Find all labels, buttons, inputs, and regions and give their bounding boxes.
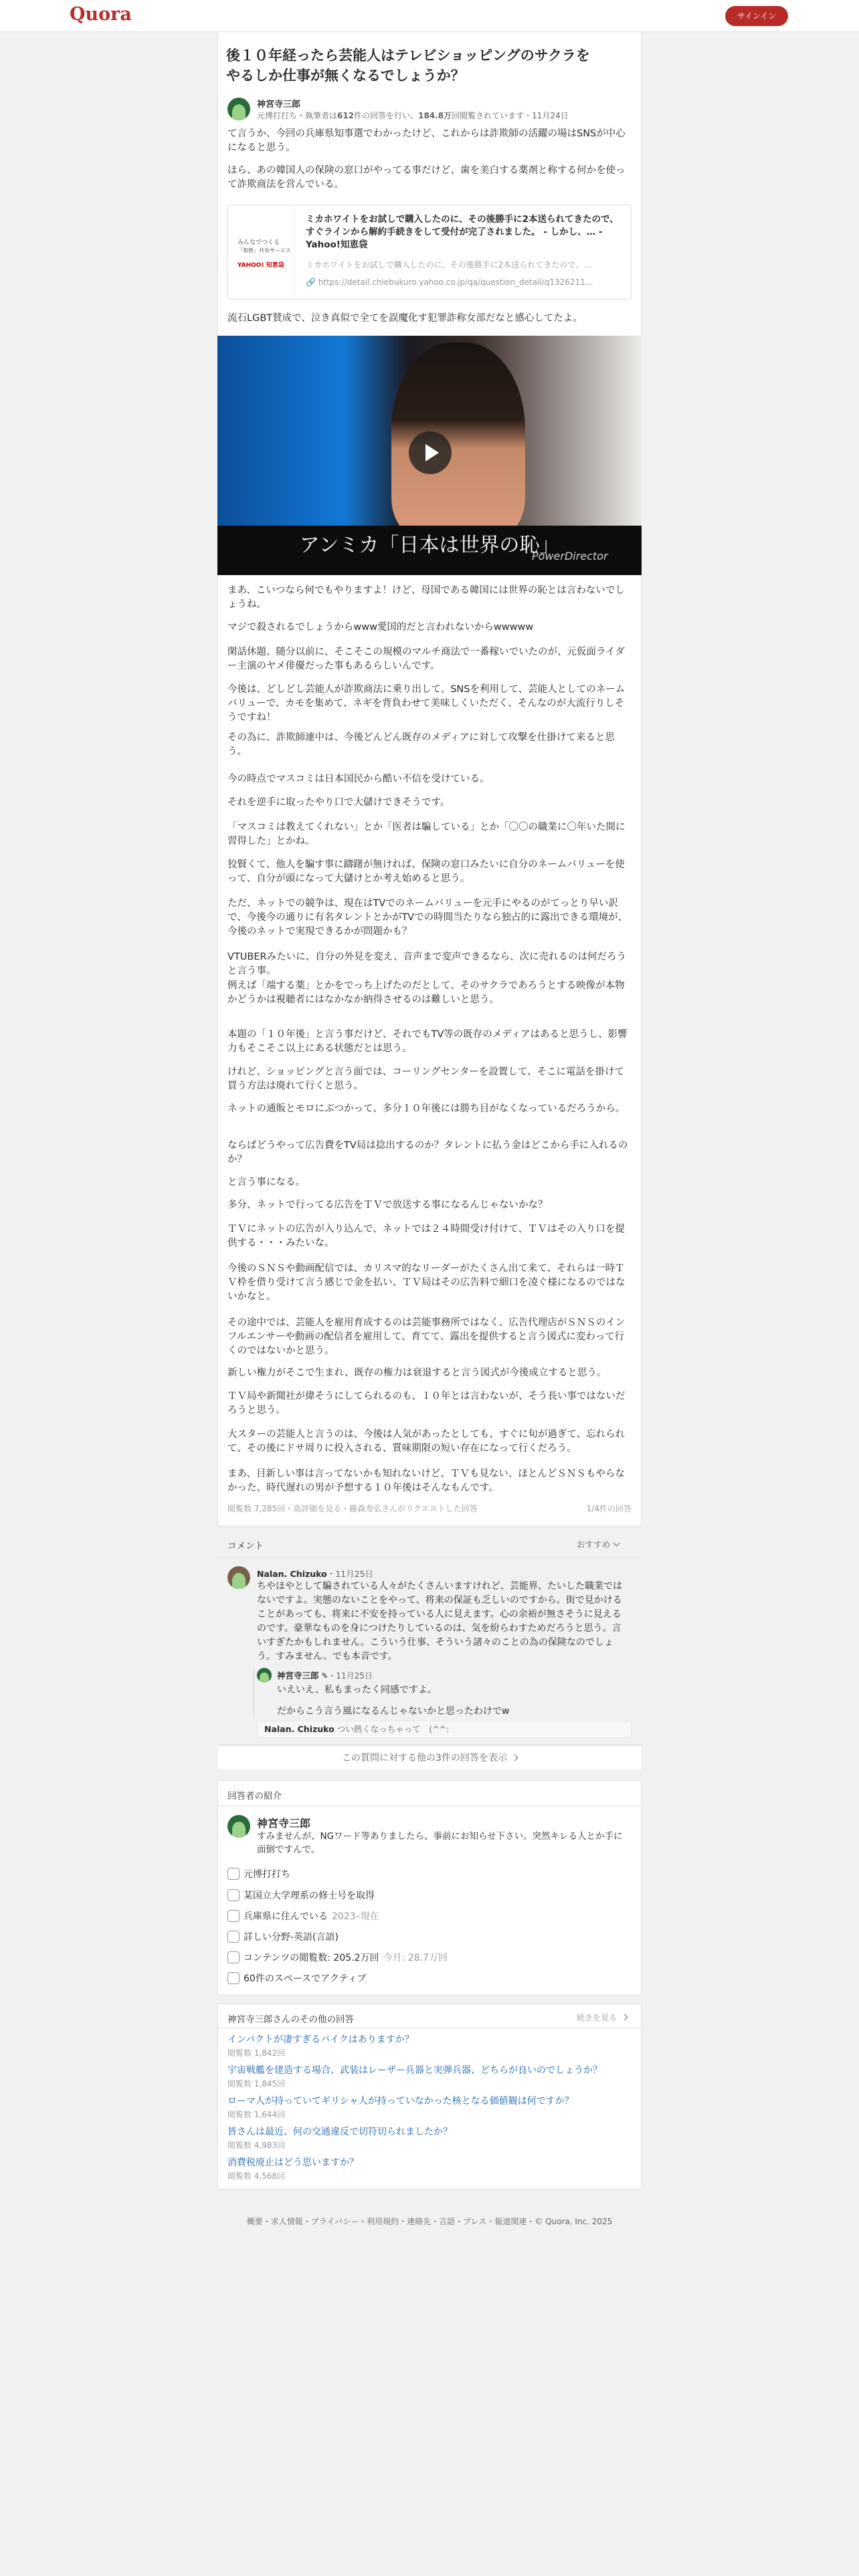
profile-label: 回答者の紹介 — [227, 1791, 282, 1802]
answer-paragraph: と言う事になる。 — [227, 1177, 305, 1188]
profile-row — [227, 1909, 379, 1924]
answer-paragraph: ただ、ネットでの競争は、現在はTVでのネームバリューを元手にやるのがてっとり早い訳で、今後今の通りに有名タレントとかがTVでの時間当たりなら独占的に露出できる環境が、今後のネットで実現できるかが問題かも？ — [227, 898, 628, 937]
other-question-views: 閲覧数 1,842回 — [227, 2048, 286, 2058]
answer-position: 1/4件の回答 — [586, 1504, 632, 1513]
link-title[interactable]: ミカホワイトをお試しで購入したのに、その後勝手に2本送られてきたので、すぐラインから解約手続きをして受付が完了されました。 - しかし、… - Yahoo!知恵袋 — [306, 214, 619, 250]
chevron-down-icon — [613, 1540, 620, 1547]
thumb-text: 「知恵」共有サービス — [237, 247, 291, 253]
answer-paragraph: ＴＶ局や新聞社が偉そうにしてられるのも、１０年とは言わないが、そう長い事ではないだろうと思う。 — [227, 1391, 626, 1416]
video-person — [391, 342, 525, 536]
reply-author[interactable]: 神宮寺三郎 — [277, 1671, 319, 1681]
answer-paragraph: 狡賢くて、他人を騙す事に躊躇が無ければ、保険の窓口みたいに自分のネームバリューを使って、自分が頭になって大儲けとか考え始めると思う。 — [227, 859, 625, 884]
comment-sort-dropdown[interactable]: おすすめ — [577, 1538, 619, 1550]
profile-row-sub: 2023–現在 — [332, 1911, 379, 1922]
profile-row — [227, 1951, 448, 1965]
reply-preview: つい熱くなっちゃって (^^: — [337, 1724, 450, 1734]
divider — [218, 1557, 641, 1558]
answer-paragraph: ならばどうやって広告費をTV局は捻出するのか？タレントに払う金はどこから手に入れるのか？ — [227, 1140, 628, 1165]
profile-row — [227, 1867, 290, 1882]
profile-row — [227, 1930, 339, 1945]
chevron-right-icon — [622, 2014, 628, 2021]
answer-paragraph: 今後のＳＮＳや動画配信では、カリスマ的なリーダーがたくさん出て来て、それらは一時ＴＶ枠を借り受けて言う感じで金を払い、ＴＶ局はその広告料で細口を凌ぐ様になるのではないかなと。 — [227, 1263, 626, 1302]
yahoo-chiebukuro-logo: YAHOO! 知恵袋 — [237, 262, 284, 269]
reply-text: だからこう言う風になるんじゃないかと思ったわけでw — [277, 1706, 510, 1717]
spaces-icon — [227, 1972, 240, 1984]
author-name[interactable]: 神宮寺三郎 — [257, 100, 301, 110]
answer-paragraph: マジで殺されるでしょうからwww愛国的だと言われないからwwwww — [227, 622, 534, 633]
site-footer[interactable]: 概要・求人情報・プライバシー・利用規約・連絡先・言語・プレス・報道関連・© Quora, Inc. 2025 — [246, 2217, 613, 2226]
more-answers-button[interactable]: この質問に対する他の3件の回答を表示 — [218, 1747, 641, 1769]
thread-line — [253, 1669, 254, 1717]
eye-icon — [227, 1951, 240, 1963]
other-question-views: 閲覧数 4,568回 — [227, 2171, 286, 2181]
reply-date: ・11月25日 — [328, 1671, 373, 1681]
video-embed[interactable] — [217, 336, 642, 575]
briefcase-icon — [227, 1868, 240, 1880]
profile-row-text: 60件のスペースでアクティブ — [244, 1973, 367, 1984]
link-snippet: ミカホワイトをお試しで購入したのに、その後勝手に2本送られてきたので、… — [306, 260, 592, 270]
top-nav — [0, 0, 859, 32]
divider — [218, 1525, 641, 1526]
answer-paragraph: その途中では、芸能人を雇用育成するのは芸能事務所ではなく、広告代理店がＳＮＳのインフルエンサーや動画の配信者を雇用して、育てて、露出を提供すると言う図式に変わって行くのではないかと思う。 — [227, 1317, 626, 1356]
profile-row-text: 某国立大学理系の修士号を取得 — [244, 1891, 375, 1901]
answer-paragraph: 本題の「１０年後」と言う事だけど、それでもTV等の既存のメディアはあると思うし、影響力もそこそこ以上にある状態だとは思う。 — [227, 1029, 628, 1054]
location-icon — [227, 1910, 240, 1922]
reply-header — [277, 1669, 373, 1681]
question-title[interactable]: 後１０年経ったら芸能人はテレビショッピングのサクラをやるしか仕事が無くなるでしょうか？ — [226, 47, 590, 84]
answer-paragraph: 「マスコミは教えてくれない」とか「医者は騙している」とか「〇〇の職業に〇年いた間に習得した」とかね。 — [227, 822, 626, 847]
link-url[interactable]: 🔗 https://detail.chiebukuro.yahoo.co.jp/qa/question_detail/q1326211... — [306, 278, 593, 287]
profile-bio: すみませんが、NGワード等ありましたら、事前にお知らせ下さい。突然キレる人とか手に面倒ですんで。 — [257, 1831, 623, 1855]
link-icon: 🔗 — [306, 278, 318, 287]
other-answers-label: 神宮寺三郎さんのその他の回答 — [227, 2014, 354, 2025]
comment-text: ちやほやとして騙されている人々がたくさんいますけれど、芸能界、たいした職業ではないですよ。実態のないことをやって、将来の保証も乏しいのですから。街で見かけることがあっても、将来に不安を持っている人に見えます。心の余裕が無さそうに見えるのです。豪華なものを身につけたりしているのは、気を紛らわすためだろうと思う。言いすぎたかもしれません。こういう仕事、そういう諸々のことの為の保険なのでしょう。すみません。でも本音です。 — [257, 1581, 622, 1662]
video-caption: アンミカ「日本は世界の恥」 — [299, 534, 560, 557]
comment-header — [257, 1568, 373, 1580]
answer-paragraph: けれど、ショッピングと言う面では、コーリングセンターを設置して、そこに電話を掛けて買う方法は廃れて行くと思う。 — [227, 1067, 625, 1091]
other-question-link[interactable]: 皆さんは最近、何の交通違反で切符切られましたか？ — [227, 2127, 452, 2137]
other-question-link[interactable]: ローマ人が持っていてギリシャ人が持っていなかった核となる価値観は何ですか？ — [227, 2096, 574, 2107]
video-watermark: PowerDirector — [532, 550, 608, 562]
quora-logo[interactable]: Quora — [70, 4, 132, 25]
profile-row-text: 兵庫県に住んでいる — [244, 1911, 328, 1922]
answer-paragraph: 今後は、どしどし芸能人が詐欺商法に乗り出して、SNSを利用して、芸能人としてのネームバリューで、カモを集めて、ネギを背負わせて美味しくいただく、そんなのが大流行りしそうですね！ — [227, 684, 626, 723]
reply-text: いえいえ、私もまったく同感ですよ。 — [277, 1685, 437, 1695]
other-question-link[interactable]: 宇宙戦艦を建造する場合、武装はレーザー兵器と実弾兵器、どちらが良いのでしょうか？ — [227, 2065, 602, 2076]
other-question-link[interactable]: インパクトが凄すぎるバイクはありますか？ — [227, 2034, 414, 2045]
language-icon — [227, 1931, 240, 1943]
answer-paragraph: まあ、目新しい事は言ってないかも知れないけど、ＴＶも見ない、ほとんどＳＮＳもやらなかった、時代遅れの男が予想する１０年後はそんなもんです。 — [227, 1469, 625, 1493]
reply-name: Nalan. Chizuko — [264, 1724, 335, 1734]
answer-paragraph: 今の時点でマスコミは日本国民から酷い不信を受けている。 — [227, 774, 490, 784]
profile-row-text: 詳しい分野-英語(言語) — [244, 1932, 339, 1943]
reply-avatar[interactable] — [257, 1668, 272, 1683]
play-icon[interactable] — [409, 431, 452, 474]
other-question-link[interactable]: 消費税廃止はどう思いますか？ — [227, 2157, 359, 2168]
signin-button[interactable]: サインイン — [725, 6, 788, 26]
chevron-right-icon — [512, 1755, 518, 1761]
profile-name[interactable]: 神宮寺三郎 — [257, 1817, 311, 1830]
other-question-views: 閲覧数 1,845回 — [227, 2079, 286, 2088]
answer-paragraph: 新しい権力がそこで生まれ、既存の権力は衰退すると言う図式が今後成立すると思う。 — [227, 1368, 607, 1378]
answer-paragraph: ＴＶにネットの広告が入り込んで、ネットでは２４時間受け付けて、ＴＶはその入り口を提供する・・・みたいな。 — [227, 1224, 625, 1249]
profile-avatar[interactable] — [227, 1815, 250, 1838]
other-question-views: 閲覧数 1,644回 — [227, 2110, 286, 2119]
author-avatar[interactable] — [227, 98, 250, 120]
edit-icon: ✎ — [318, 1671, 328, 1681]
profile-row-text: コンテンツの閲覧数: 205.2万回 — [244, 1953, 379, 1963]
answer-paragraph: て言うか、今回の兵庫県知事選でわかったけど、これからは詐欺師の活躍の場はSNSが中心になると思う。 — [227, 128, 626, 153]
answer-paragraph: 流石LGBT賛成で、泣き真似で全てを誤魔化す犯罪詐称女部だなと感心してたよ。 — [227, 313, 583, 324]
answer-paragraph: 多分、ネットで行ってる広告をＴＶで放送する事になるんじゃないかな？ — [227, 1200, 548, 1210]
see-more-link[interactable]: 続きを見る — [577, 2012, 627, 2023]
profile-row-sub: 今月: 28.7万回 — [383, 1953, 448, 1963]
author-meta: 元博打打ち・執筆者は612件の回答を行い、184.8万回閲覧されています・11月24日 — [257, 111, 569, 120]
collapsed-reply[interactable] — [257, 1721, 632, 1738]
profile-row — [227, 1971, 367, 1986]
graduation-icon — [227, 1889, 240, 1901]
profile-row-text: 元博打打ち — [244, 1869, 290, 1880]
comments-label: コメント — [227, 1541, 264, 1551]
answer-paragraph: まあ、こいつなら何でもやりますよ！けど、母国である韓国には世界の恥とは言わないでしょうね。 — [227, 585, 625, 610]
answer-stats[interactable]: 閲覧数 7,285回・高評価を見る・藤森寿弘さんがリクエストした回答 — [227, 1504, 478, 1513]
answer-paragraph: それを逆手に取ったやり口で大儲けできそうです。 — [227, 797, 450, 808]
thumb-text: みんなでつくる — [237, 239, 280, 246]
divider — [218, 1744, 641, 1745]
other-question-views: 閲覧数 4,983回 — [227, 2141, 286, 2150]
answer-paragraph: ネットの通販とモロにぶつかって、多分１０年後には勝ち目がなくなっているだろうから。 — [227, 1103, 626, 1114]
answer-paragraph: 例えば「端する薬」とかをでっち上げたのだとして、そのサクラであろうとする映像が本物かどうかは視聴者にはなかなか納得させるのは難しいと思う。 — [227, 980, 625, 1005]
link-preview-card[interactable] — [227, 205, 632, 300]
answer-paragraph: VTUBERみたいに、自分の外見を変え、音声まで変声できるなら、次に売れるのは何だろうと言う事。 — [227, 952, 626, 976]
comment-date: ・11月25日 — [326, 1569, 374, 1579]
answer-paragraph: その為に、詐欺師連中は、今後どんどん既存のメディアに対して攻撃を仕掛けて来ると思う。 — [227, 732, 615, 757]
answer-paragraph: 大スターの芸能人と言うのは、今後は人気があったとしても、すぐに旬が過ぎて、忘れられて、その後にドサ周りに投入される、質味期限の短い存在になって行くだろう。 — [227, 1429, 626, 1454]
answer-paragraph: 閑話休題、随分以前に、そこそこの規模のマルチ商法で一番稼いでいたのが、元仮面ライダー主演のヤメ俳優だった事もあるらしいんです。 — [227, 647, 626, 671]
profile-row — [227, 1889, 375, 1903]
link-thumbnail — [228, 205, 295, 299]
commenter-avatar[interactable] — [227, 1566, 250, 1589]
commenter-name[interactable]: Nalan. Chizuko — [257, 1569, 327, 1579]
answer-paragraph: ほら、あの韓国人の保険の窓口がやってる事だけど、歯を美白する薬剤と称する何かを使って詐欺商法を営んでいる。 — [227, 165, 626, 190]
